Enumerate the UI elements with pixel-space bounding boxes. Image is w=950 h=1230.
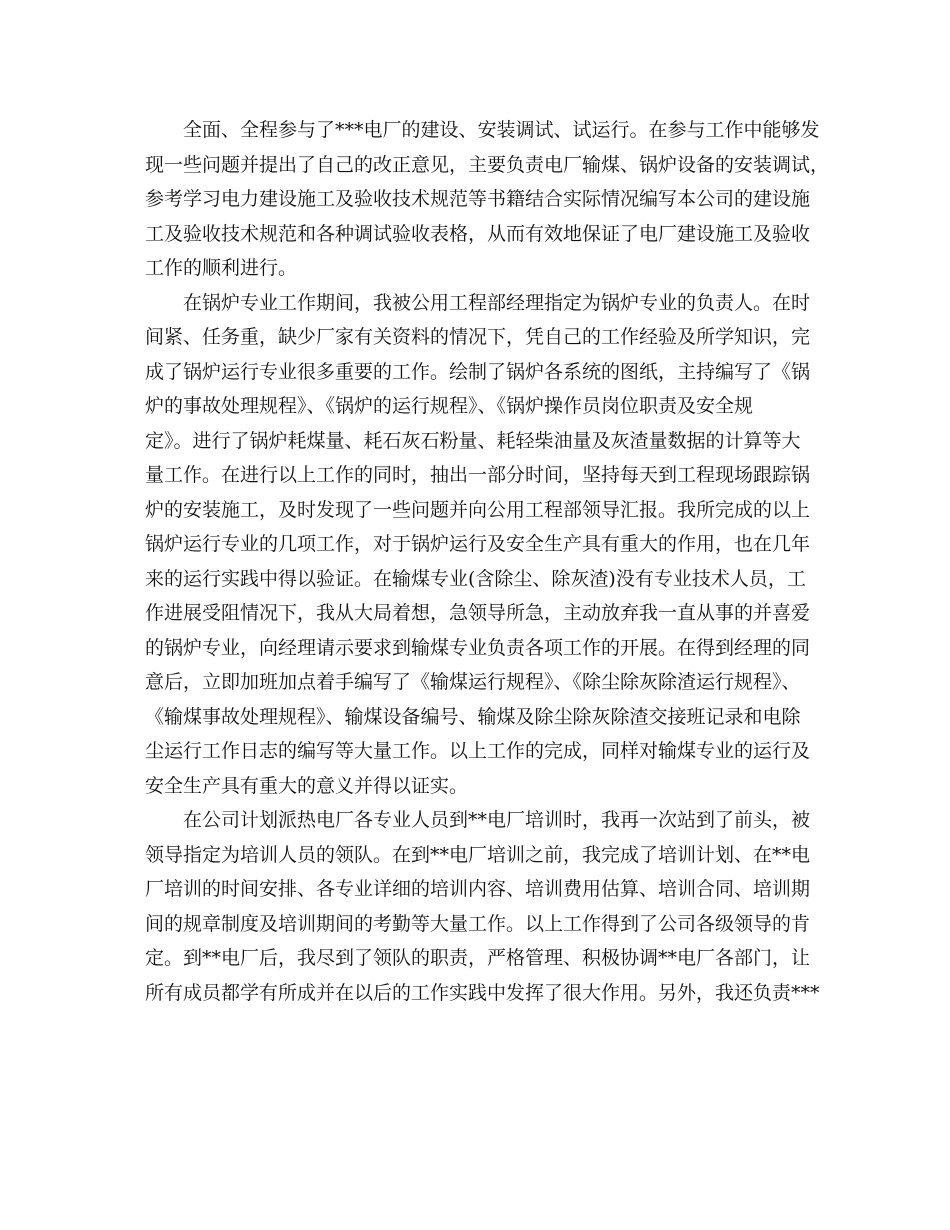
text-line: 量工作。在进行以上工作的同时，抽出一部分时间，坚持每天到工程现场跟踪锅: [145, 464, 811, 486]
paragraph-3: [145, 803, 820, 1010]
text-line: 的锅炉专业，向经理请示要求到输煤专业负责各项工作的开展。在得到经理的同: [145, 636, 811, 659]
text-line: 参考学习电力建设施工及验收技术规范等书籍结合实际情况编写本公司的建设施: [145, 188, 811, 210]
text-line: 作进展受阻情况下，我从大局着想，急领导所急，主动放弃我一直从事的并喜爱: [145, 602, 811, 624]
text-line: 《输煤事故处理规程》、输煤设备编号、输煤及除尘除灰除渣交接班记录和电除: [145, 705, 801, 728]
text-line: 间的规章制度及培训期间的考勤等大量工作。以上工作得到了公司各级领导的肯: [145, 912, 811, 935]
text-line: 全面、全程参与了***电厂的建设、安装调试、试运行。在参与工作中能够发: [183, 119, 820, 141]
text-line: 领导指定为培训人员的领队。在到**电厂培训之前，我完成了培训计划、在**电: [145, 843, 811, 866]
text-line: 定》。进行了锅炉耗煤量、耗石灰石粉量、耗轻柴油量及灰渣量数据的计算等大: [145, 429, 801, 452]
text-line: 成了锅炉运行专业很多重要的工作。绘制了锅炉各系统的图纸，主持编写了《锅: [145, 360, 811, 383]
text-line: 炉的事故处理规程》、《锅炉的运行规程》、《锅炉操作员岗位职责及安全规: [145, 395, 754, 417]
text-line: 工及验收技术规范和各种调试验收表格，从而有效地保证了电厂建设施工及验收: [145, 222, 811, 245]
text-line: 间紧、任务重，缺少厂家有关资料的情况下，凭自己的工作经验及所学知识，完: [145, 326, 811, 348]
text-line: 炉的安装施工，及时发现了一些问题并向公用工程部领导汇报。我所完成的以上: [145, 498, 811, 521]
paragraph-1: [145, 113, 830, 286]
paragraph-2: [145, 286, 811, 804]
text-line: 意后，立即加班加点着手编写了《输煤运行规程》、《除尘除灰除渣运行规程》、: [145, 671, 801, 693]
text-line: 定。到**电厂后，我尽到了领队的职责，严格管理、积极协调**电厂各部门，让: [145, 947, 811, 969]
text-line: 工作的顺利进行。: [145, 257, 298, 279]
text-line: 所有成员都学有所成并在以后的工作实践中发挥了很大作用。另外，我还负责***: [145, 981, 820, 1004]
text-line: 来的运行实践中得以验证。在输煤专业(含除尘、除灰渣)没有专业技术人员，工: [145, 567, 806, 590]
text-line: 现一些问题并提出了自己的改正意见，主要负责电厂输煤、锅炉设备的安装调试，: [145, 153, 830, 176]
text-line: 在锅炉专业工作期间，我被公用工程部经理指定为锅炉专业的负责人。在时: [183, 291, 811, 314]
text-line: 在公司计划派热电厂各专业人员到**电厂培训时，我再一次站到了前头，被: [183, 809, 811, 831]
text-line: 锅炉运行专业的几项工作，对于锅炉运行及安全生产具有重大的作用，也在几年: [145, 533, 811, 555]
text-line: 安全生产具有重大的意义并得以证实。: [145, 774, 469, 797]
body-text: [145, 113, 830, 1010]
text-line: 厂培训的时间安排、各专业详细的培训内容、培训费用估算、培训合同、培训期: [145, 878, 811, 900]
text-line: 尘运行工作日志的编写等大量工作。以上工作的完成，同样对输煤专业的运行及: [145, 740, 811, 762]
